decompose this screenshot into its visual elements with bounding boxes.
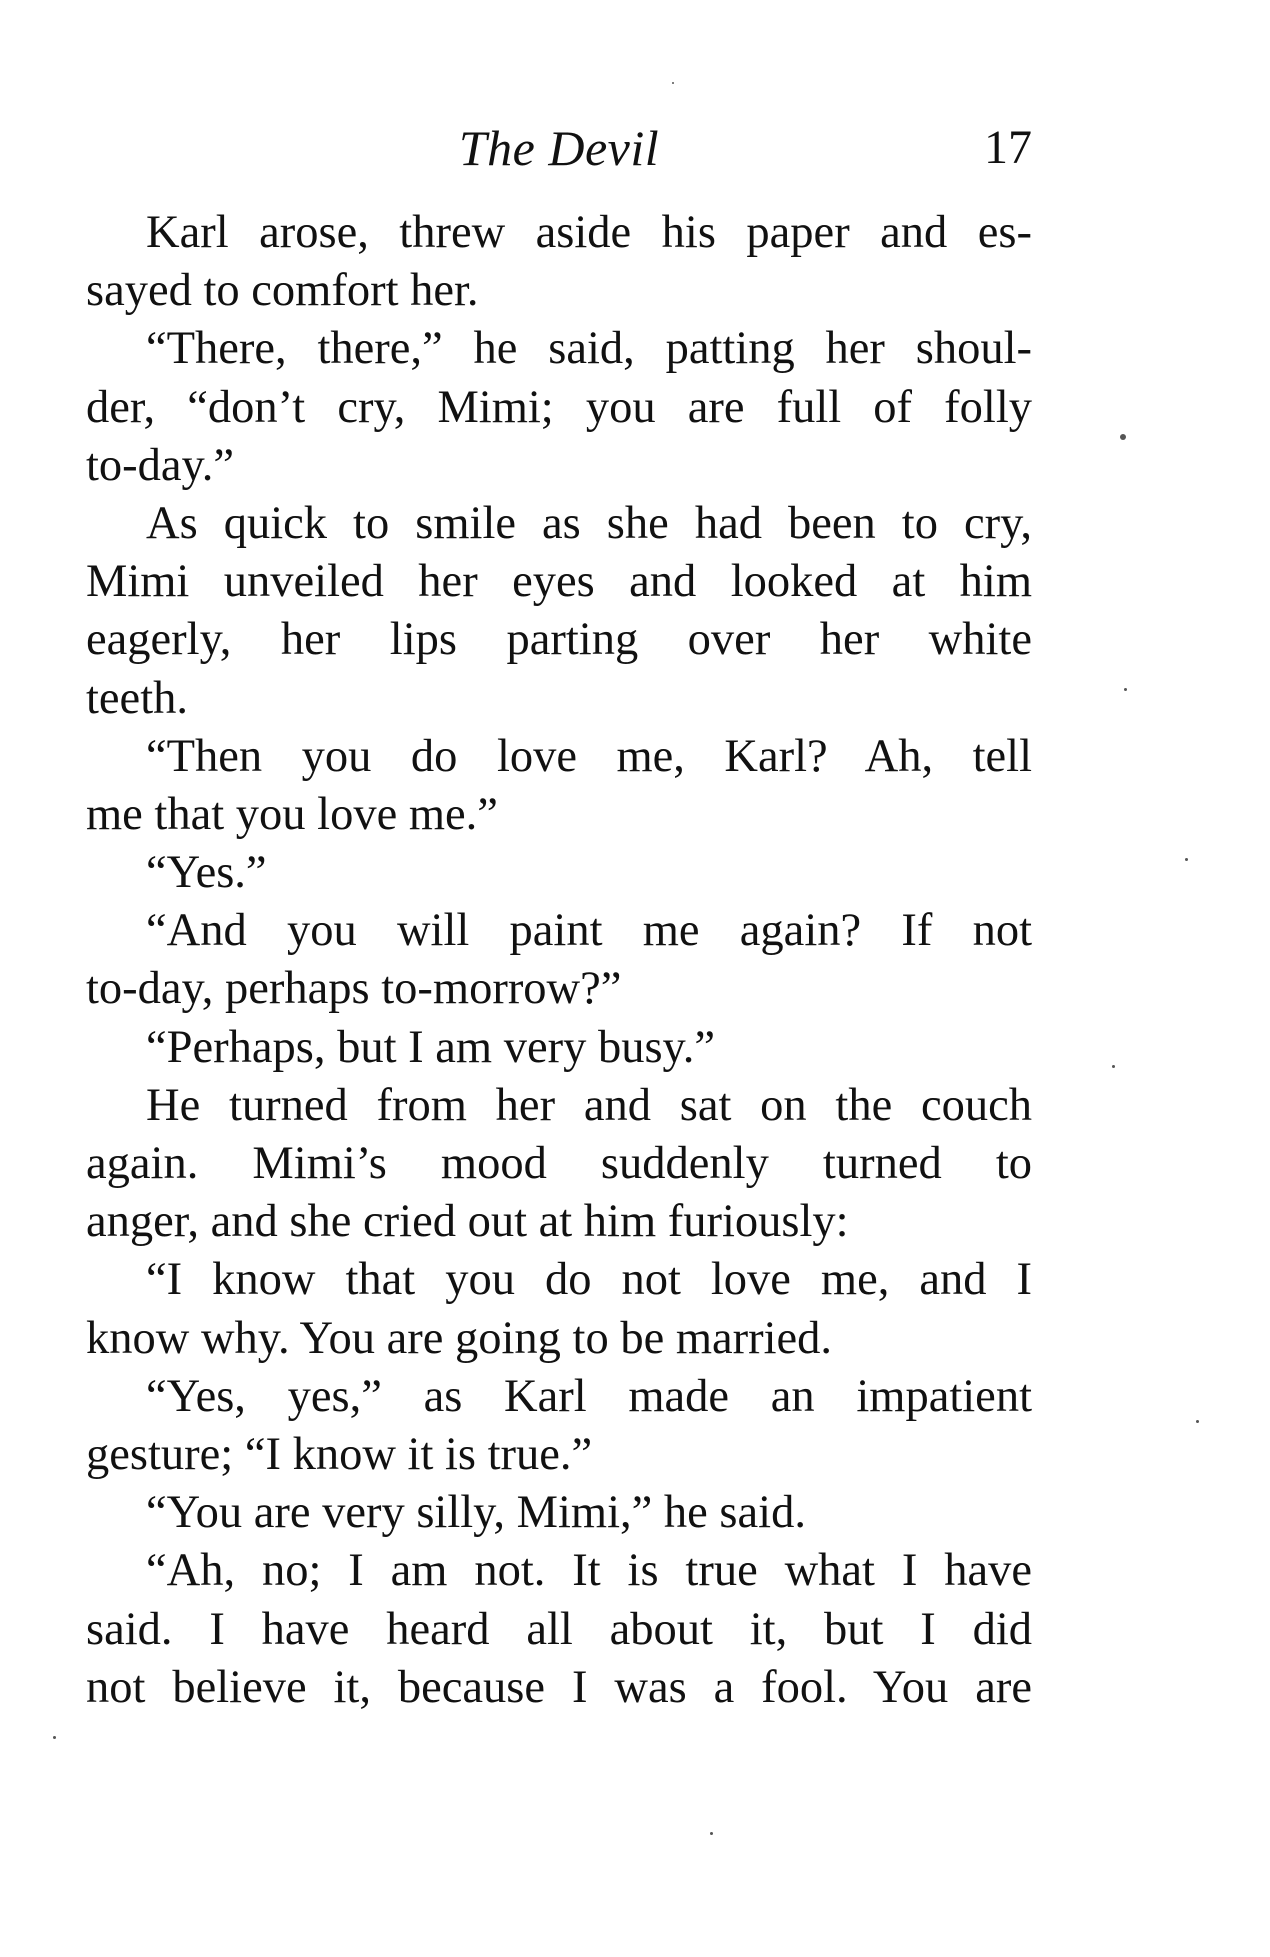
text-line: He turned from her and sat on the couch — [146, 1079, 1032, 1131]
text-line: to-day, perhaps to-morrow?” — [86, 963, 622, 1015]
text-line: again. Mimi’s mood suddenly turned to — [86, 1138, 1032, 1189]
text-line: “And you will paint me again? If not — [146, 905, 1032, 957]
text-line: sayed to comfort her. — [86, 265, 479, 317]
scan-speck — [710, 1832, 713, 1835]
running-title: The Devil — [458, 120, 660, 176]
scan-speck — [1185, 858, 1188, 861]
text-line: “Then you do love me, Karl? Ah, tell — [146, 730, 1032, 782]
text-line: “You are very silly, Mimi,” he said. — [146, 1487, 806, 1539]
text-line: “I know that you do not love me, and I — [146, 1254, 1032, 1306]
scan-speck — [1196, 1420, 1199, 1423]
text-line: der, “don’t cry, Mimi; you are full of folly — [86, 381, 1032, 433]
scan-speck — [1120, 434, 1126, 440]
text-line: As quick to smile as she had been to cry, — [146, 497, 1032, 549]
running-head — [86, 118, 1032, 178]
body-text — [86, 204, 1032, 1717]
scan-speck — [672, 82, 674, 84]
text-line: Mimi unveiled her eyes and looked at him — [86, 556, 1032, 608]
text-line: eagerly, her lips parting over her white — [86, 614, 1032, 666]
text-line: Karl arose, threw aside his paper and es- — [146, 207, 1032, 258]
text-line: know why. You are going to be married. — [86, 1312, 833, 1364]
scan-speck — [1124, 688, 1127, 691]
scan-speck — [1112, 1065, 1115, 1068]
text-line: “There, there,” he said, patting her shoul- — [146, 323, 1032, 375]
text-line: “Yes, yes,” as Karl made an impatient — [146, 1370, 1032, 1422]
text-line: not believe it, because I was a fool. You are — [86, 1661, 1032, 1713]
scan-speck — [53, 1736, 56, 1739]
page-number: 17 — [984, 121, 1032, 174]
text-line: gesture; “I know it is true.” — [86, 1428, 593, 1480]
text-line: to-day.” — [86, 439, 235, 491]
text-line: “Ah, no; I am not. It is true what I have — [146, 1545, 1032, 1597]
text-line: teeth. — [86, 672, 188, 724]
text-line: “Perhaps, but I am very busy.” — [146, 1021, 716, 1073]
text-line: said. I have heard all about it, but I did — [86, 1603, 1032, 1655]
text-line: me that you love me.” — [86, 788, 498, 840]
text-line: “Yes.” — [146, 847, 267, 899]
text-line: anger, and she cried out at him furiously: — [86, 1196, 849, 1248]
